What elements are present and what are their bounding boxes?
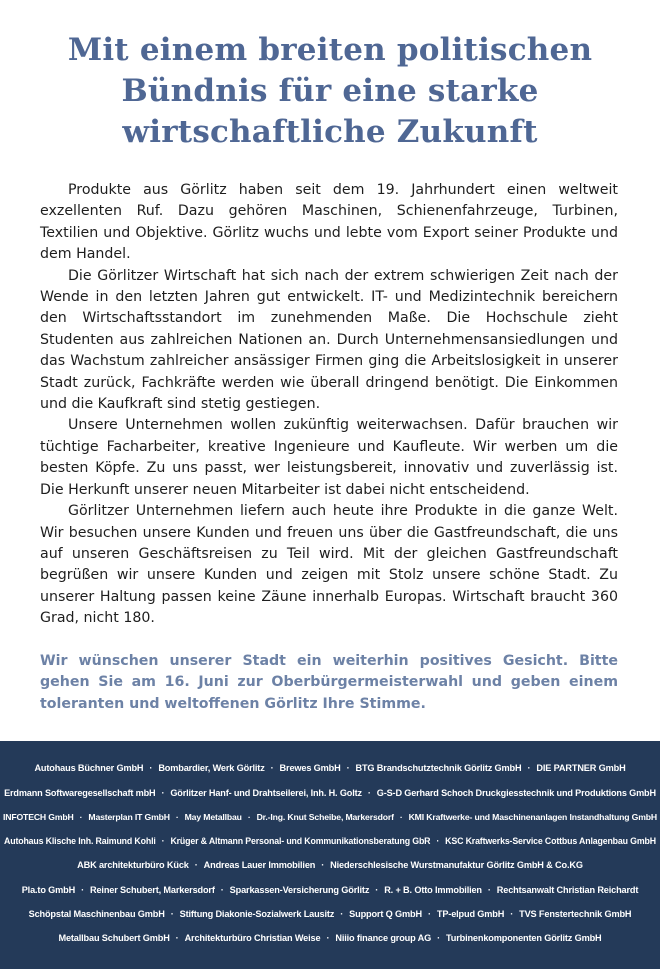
sponsor-separator: ·: [346, 763, 350, 773]
sponsor-name: May Metallbau: [184, 812, 242, 822]
sponsor-name: Autohaus Büchner GmbH: [34, 763, 144, 773]
sponsor-name: Schöpstal Maschinenbau GmbH: [28, 909, 165, 919]
sponsor-separator: ·: [375, 885, 379, 895]
sponsor-separator: ·: [161, 836, 165, 846]
sponsor-row: [0, 859, 660, 871]
sponsor-separator: ·: [194, 860, 198, 870]
sponsor-list: [0, 741, 660, 969]
sponsor-name: Pla.to GmbH: [21, 885, 76, 895]
sponsor-name: Niiio finance group AG: [335, 933, 432, 943]
sponsor-name: INFOTECH GmbH: [2, 812, 74, 822]
sponsor-separator: ·: [437, 933, 440, 943]
sponsor-name: Andreas Lauer Immobilien: [203, 860, 316, 870]
sponsor-name: G-S-D Gerhard Schoch Druckgiesstechnik und Produktions GmbH: [376, 788, 656, 798]
sponsor-name: Bombardier, Werk Görlitz: [158, 763, 265, 773]
sponsor-name: ABK architekturbüro Kück: [77, 860, 189, 870]
sponsor-separator: ·: [175, 812, 179, 822]
headline-line: Bündnis für eine starke: [121, 73, 539, 109]
headline-line: wirtschaftliche Zukunft: [122, 114, 538, 150]
sponsor-name: KMI Kraftwerke- und Maschinenanlagen Instandhaltung GmbH: [408, 812, 658, 822]
sponsor-separator: ·: [161, 788, 165, 798]
sponsor-row: [0, 835, 660, 847]
page-headline: [0, 30, 660, 153]
headline-line: Mit einem breiten politischen: [67, 32, 593, 68]
body-paragraph: Görlitzer Unternehmen liefern auch heute ihre Produkte in die ganze Welt. Wir besuchen unsere Kunden und freuen uns über die Gastfreundschaft, die uns auf unseren Geschäftsreisen zu Teil wird. Mit der gleichen Gastfreundschaft begrüßen wir unsere Kunden und zeigen mit Stolz unsere schöne Stadt. Zu unserer Haltung passen keine Zäune innerhalb Europas. Wirtschaft braucht 360 Grad, nicht 180.: [40, 503, 618, 627]
sponsor-name: Sparkassen-Versicherung Görlitz: [229, 885, 370, 895]
sponsor-name: TP-elpud GmbH: [436, 909, 505, 919]
sponsor-separator: ·: [527, 763, 531, 773]
sponsor-row: [0, 884, 660, 896]
sponsor-separator: ·: [436, 836, 440, 846]
sponsor-separator: ·: [247, 812, 251, 822]
sponsor-separator: ·: [326, 933, 330, 943]
sponsor-name: DIE PARTNER GmbH: [536, 763, 626, 773]
sponsor-separator: ·: [175, 933, 179, 943]
sponsor-row: [0, 908, 660, 920]
body-paragraph: Produkte aus Görlitz haben seit dem 19. Jahrhundert einen weltweit exzellenten Ruf. Dazu gehören Maschinen, Schienenfahrzeuge, Turbinen, Textilien und Objektive. Görlitz wuchs und lebte vom Export seiner Produkte und dem Handel.: [40, 182, 618, 263]
sponsor-separator: ·: [487, 885, 491, 895]
election-appeal: Wir wünschen unserer Stadt ein weiterhin positives Gesicht. Bitte gehen Sie am 16. Juni zur Oberbürgermeisterwahl und geben einem toleranten und weltoffenen Görlitz Ihre Stimme.: [40, 653, 618, 712]
sponsor-row: [0, 787, 660, 799]
sponsor-separator: ·: [340, 909, 344, 919]
sponsor-separator: ·: [427, 909, 431, 919]
sponsor-separator: ·: [399, 812, 403, 822]
sponsor-name: Architekturbüro Christian Weise: [184, 933, 321, 943]
sponsor-separator: ·: [270, 763, 274, 773]
sponsor-name: Krüger & Altmann Personal- und Kommunikationsberatung GbR: [170, 836, 431, 846]
sponsor-row: [0, 762, 660, 774]
sponsor-separator: ·: [81, 885, 84, 895]
sponsor-name: Brewes GmbH: [279, 763, 341, 773]
sponsor-separator: ·: [367, 788, 371, 798]
sponsor-separator: ·: [149, 763, 153, 773]
sponsor-name: Support Q GmbH: [349, 909, 422, 919]
sponsor-separator: ·: [220, 885, 224, 895]
sponsor-name: Niederschlesische Wurstmanufaktur Görlitz GmbH & Co.KG: [330, 860, 583, 870]
sponsor-name: Autohaus Klische Inh. Raimund Kohli: [4, 836, 156, 846]
sponsor-name: Masterplan IT GmbH: [88, 812, 170, 822]
sponsor-row: [0, 811, 660, 823]
body-paragraph: Unsere Unternehmen wollen zukünftig weiterwachsen. Dafür brauchen wir tüchtige Facharbeiter, kreative Ingenieure und Kaufleute. Wir werben um die besten Köpfe. Zu uns passt, wer leistungsbereit, innovativ und zuverlässig ist. Die Herkunft unserer neuen Mitarbeiter ist dabei nicht entscheidend.: [40, 417, 618, 498]
sponsor-name: KSC Kraftwerks-Service Cottbus Anlagenbau GmbH: [445, 836, 656, 846]
sponsor-row: [0, 932, 660, 944]
sponsor-name: R. + B. Otto Immobilien: [384, 885, 482, 895]
sponsor-name: Rechtsanwalt Christian Reichardt: [496, 885, 639, 895]
sponsor-name: BTG Brandschutztechnik Görlitz GmbH: [355, 763, 522, 773]
sponsor-name: Görlitzer Hanf- und Drahtseilerei, Inh. H. Goltz: [170, 788, 362, 798]
sponsor-name: Reiner Schubert, Markersdorf: [90, 885, 215, 895]
sponsor-separator: ·: [321, 860, 325, 870]
sponsor-name: Metallbau Schubert GmbH: [58, 933, 170, 943]
sponsor-name: Erdmann Softwaregesellschaft mbH: [4, 788, 156, 798]
sponsor-name: Dr.-Ing. Knut Scheibe, Markersdorf: [256, 812, 394, 822]
sponsor-name: Turbinenkomponenten Görlitz GmbH: [445, 933, 602, 943]
article-body: [40, 180, 618, 630]
sponsor-name: Stiftung Diakonie-Sozialwerk Lausitz: [179, 909, 335, 919]
sponsor-separator: ·: [510, 909, 514, 919]
body-paragraph: Die Görlitzer Wirtschaft hat sich nach der extrem schwierigen Zeit nach der Wende in den letzten Jahren gut entwickelt. IT- und Medizintechnik bereichern den Wirtschaftsstandort im zunehmenden Maße. Die Hochschule zieht Studenten aus zahlreichen Nationen an. Durch Unternehmensansiedlungen und das Wachstum zahlreicher ansässiger Firmen ging die Arbeitslosigkeit in unserer Stadt zurück, Fachkräfte werden wie überall dringend benötigt. Die Einkommen und die Kaufkraft sind stetig gestiegen.: [40, 267, 618, 413]
sponsor-separator: ·: [79, 812, 83, 822]
sponsor-separator: ·: [170, 909, 174, 919]
sponsor-name: TVS Fenstertechnik GmbH: [519, 909, 632, 919]
